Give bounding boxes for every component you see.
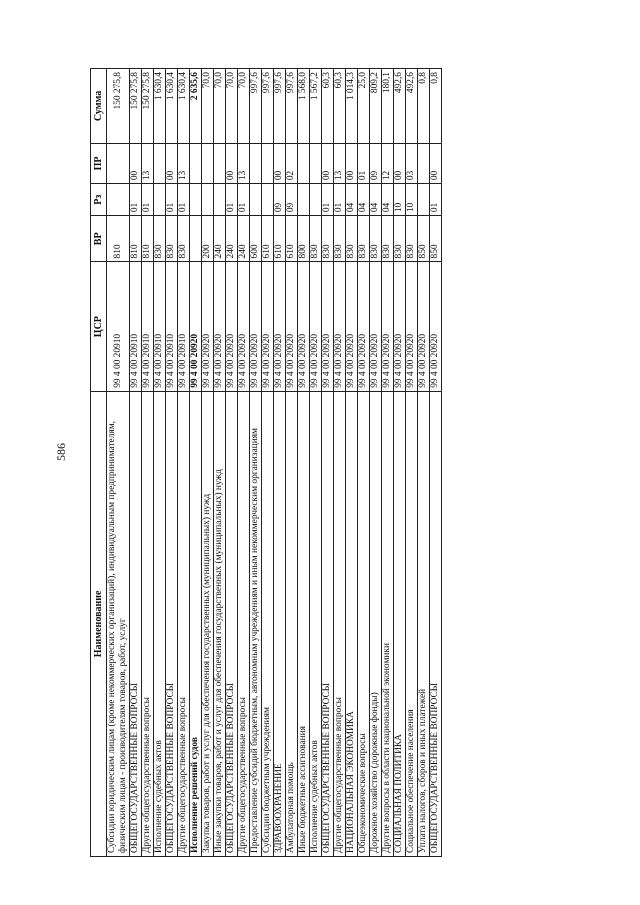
cell-vr: 240 — [214, 216, 226, 262]
cell-csr: 99 4 00 20920 — [358, 262, 370, 391]
cell-csr: 99 4 00 20920 — [274, 262, 286, 391]
cell-name: Исполнение судебных актов — [154, 391, 166, 856]
cell-sum: 1 014,3 — [346, 69, 358, 144]
cell-rz: 04 — [370, 184, 382, 216]
cell-rz: 10 — [394, 184, 406, 216]
cell-pr: 13 — [334, 143, 346, 183]
cell-name: Исполнение решений судов — [190, 391, 202, 856]
table-row — [178, 69, 190, 857]
cell-vr — [190, 216, 202, 262]
cell-vr: 610 — [274, 216, 286, 262]
cell-sum: 25,0 — [358, 69, 370, 144]
table-body — [107, 69, 442, 857]
cell-pr: 00 — [130, 143, 142, 183]
table-row — [130, 69, 142, 857]
cell-name: ОБЩЕГОСУДАРСТВЕННЫЕ ВОПРОСЫ — [322, 391, 334, 856]
cell-pr: 00 — [226, 143, 238, 183]
cell-name: ОБЩЕГОСУДАРСТВЕННЫЕ ВОПРОСЫ — [430, 391, 442, 856]
cell-pr: 02 — [286, 143, 298, 183]
cell-name: Социальное обеспечение населения — [406, 391, 418, 856]
cell-sum: 1 630,4 — [178, 69, 190, 144]
cell-pr: 13 — [178, 143, 190, 183]
cell-rz: 04 — [358, 184, 370, 216]
cell-rz — [154, 184, 166, 216]
cell-name: ОБЩЕГОСУДАРСТВЕННЫЕ ВОПРОСЫ — [130, 391, 142, 856]
cell-rz — [190, 184, 202, 216]
cell-name: Закупка товаров, работ и услуг для обеспечения государственных (муниципальных) нужд — [202, 391, 214, 856]
cell-pr: 00 — [166, 143, 178, 183]
cell-pr — [298, 143, 310, 183]
table-row — [286, 69, 298, 857]
cell-csr: 99 4 00 20920 — [370, 262, 382, 391]
cell-rz: 01 — [334, 184, 346, 216]
cell-rz: 09 — [274, 184, 286, 216]
cell-vr: 830 — [334, 216, 346, 262]
cell-rz: 01 — [178, 184, 190, 216]
cell-rz: 01 — [430, 184, 442, 216]
table-row — [226, 69, 238, 857]
table-row — [107, 69, 130, 857]
cell-csr: 99 4 00 20920 — [298, 262, 310, 391]
table-row — [202, 69, 214, 857]
cell-csr: 99 4 00 20920 — [250, 262, 262, 391]
cell-csr: 99 4 00 20910 — [142, 262, 154, 391]
cell-pr: 03 — [406, 143, 418, 183]
cell-pr: 13 — [142, 143, 154, 183]
cell-rz: 01 — [142, 184, 154, 216]
cell-rz — [202, 184, 214, 216]
cell-name: Амбулаторная помощь — [286, 391, 298, 856]
cell-name: Другие общегосударственные вопросы — [142, 391, 154, 856]
table-row — [358, 69, 370, 857]
cell-name: Уплата налогов, сборов и иных платежей — [418, 391, 430, 856]
cell-name: Другие общегосударственные вопросы — [238, 391, 250, 856]
cell-csr: 99 4 00 20910 — [166, 262, 178, 391]
cell-sum: 997,6 — [250, 69, 262, 144]
cell-pr — [202, 143, 214, 183]
cell-name: НАЦИОНАЛЬНАЯ ЭКОНОМИКА — [346, 391, 358, 856]
cell-vr: 810 — [107, 216, 130, 262]
cell-name: Иные бюджетные ассигнования — [298, 391, 310, 856]
cell-sum: 150 275,8 — [130, 69, 142, 144]
cell-sum: 0,8 — [430, 69, 442, 144]
cell-rz: 01 — [226, 184, 238, 216]
cell-csr: 99 4 00 20920 — [334, 262, 346, 391]
cell-pr — [214, 143, 226, 183]
cell-pr: 00 — [274, 143, 286, 183]
cell-sum: 70,0 — [214, 69, 226, 144]
cell-vr: 830 — [178, 216, 190, 262]
cell-sum: 1 567,2 — [310, 69, 322, 144]
cell-csr: 99 4 00 20920 — [430, 262, 442, 391]
cell-sum: 150 275,8 — [107, 69, 130, 144]
cell-name: Субсидии бюджетным учреждениям — [262, 391, 274, 856]
cell-csr: 99 4 00 20910 — [107, 262, 130, 391]
cell-csr: 99 4 00 20920 — [418, 262, 430, 391]
cell-csr: 99 4 00 20910 — [130, 262, 142, 391]
cell-csr: 99 4 00 20920 — [190, 262, 202, 391]
cell-name: СОЦИАЛЬНАЯ ПОЛИТИКА — [394, 391, 406, 856]
cell-sum: 150 275,8 — [142, 69, 154, 144]
table-row — [418, 69, 430, 857]
cell-name: Общеэкономические вопросы — [358, 391, 370, 856]
table-row — [322, 69, 334, 857]
cell-name: Дорожное хозяйство (дорожные фонды) — [370, 391, 382, 856]
table-row — [238, 69, 250, 857]
cell-sum: 492,6 — [406, 69, 418, 144]
table-row — [370, 69, 382, 857]
cell-csr: 99 4 00 20920 — [226, 262, 238, 391]
cell-rz: 04 — [382, 184, 394, 216]
table-row — [190, 69, 202, 857]
cell-vr: 830 — [358, 216, 370, 262]
cell-name: Иные закупки товаров, работ и услуг для обеспечения государственных (муниципальных) нужд — [214, 391, 226, 856]
cell-pr — [310, 143, 322, 183]
table-row — [382, 69, 394, 857]
cell-rz — [214, 184, 226, 216]
cell-vr: 830 — [346, 216, 358, 262]
cell-name: Субсидии юридическим лицам (кроме некоммерческих организаций), индивидуальным предпринимателям, физическим лицам - производителям товаров, работ, услуг — [107, 391, 130, 856]
cell-rz: 01 — [238, 184, 250, 216]
header-sum: Сумма — [91, 69, 107, 144]
rotated-page-content — [90, 68, 566, 857]
cell-csr: 99 4 00 20910 — [178, 262, 190, 391]
cell-pr: 09 — [370, 143, 382, 183]
table-row — [142, 69, 154, 857]
table-row — [274, 69, 286, 857]
cell-sum: 492,6 — [394, 69, 406, 144]
cell-vr: 810 — [130, 216, 142, 262]
cell-name: ЗДРАВООХРАНЕНИЕ — [274, 391, 286, 856]
cell-csr: 99 4 00 20920 — [382, 262, 394, 391]
cell-rz: 01 — [130, 184, 142, 216]
table-header-row — [91, 69, 107, 857]
cell-name: Предоставление субсидий бюджетным, автономным учреждениям и иным некоммерческим организациям — [250, 391, 262, 856]
cell-vr: 830 — [370, 216, 382, 262]
cell-sum: 997,6 — [262, 69, 274, 144]
cell-vr: 830 — [322, 216, 334, 262]
cell-csr: 99 4 00 20920 — [214, 262, 226, 391]
cell-sum: 70,0 — [238, 69, 250, 144]
cell-rz — [250, 184, 262, 216]
table-row — [430, 69, 442, 857]
table-row — [250, 69, 262, 857]
cell-sum: 809,2 — [370, 69, 382, 144]
cell-vr: 810 — [142, 216, 154, 262]
page-number: 586 — [54, 443, 68, 461]
cell-sum: 997,6 — [274, 69, 286, 144]
table-row — [166, 69, 178, 857]
cell-sum: 70,0 — [202, 69, 214, 144]
cell-pr — [250, 143, 262, 183]
cell-vr: 830 — [394, 216, 406, 262]
cell-csr: 99 4 00 20920 — [322, 262, 334, 391]
table-row — [334, 69, 346, 857]
cell-sum: 60,3 — [334, 69, 346, 144]
cell-sum: 1 630,4 — [166, 69, 178, 144]
cell-pr — [418, 143, 430, 183]
cell-vr: 240 — [226, 216, 238, 262]
cell-vr: 850 — [430, 216, 442, 262]
cell-sum: 2 635,6 — [190, 69, 202, 144]
cell-name: ОБЩЕГОСУДАРСТВЕННЫЕ ВОПРОСЫ — [226, 391, 238, 856]
cell-csr: 99 4 00 20920 — [346, 262, 358, 391]
cell-vr: 610 — [262, 216, 274, 262]
header-name: Наименование — [91, 391, 107, 856]
cell-vr: 200 — [202, 216, 214, 262]
cell-pr — [154, 143, 166, 183]
cell-vr: 830 — [382, 216, 394, 262]
header-vr: ВР — [91, 216, 107, 262]
cell-csr: 99 4 00 20920 — [406, 262, 418, 391]
cell-pr: 13 — [238, 143, 250, 183]
cell-vr: 830 — [154, 216, 166, 262]
table-row — [406, 69, 418, 857]
cell-vr: 800 — [298, 216, 310, 262]
cell-rz: 09 — [286, 184, 298, 216]
cell-vr: 830 — [406, 216, 418, 262]
cell-sum: 70,0 — [226, 69, 238, 144]
cell-vr: 850 — [418, 216, 430, 262]
cell-pr — [190, 143, 202, 183]
table-row — [346, 69, 358, 857]
cell-rz — [310, 184, 322, 216]
cell-name: ОБЩЕГОСУДАРСТВЕННЫЕ ВОПРОСЫ — [166, 391, 178, 856]
cell-pr: 00 — [430, 143, 442, 183]
cell-csr: 99 4 00 20920 — [238, 262, 250, 391]
cell-pr: 12 — [382, 143, 394, 183]
cell-rz: 01 — [322, 184, 334, 216]
cell-pr: 00 — [322, 143, 334, 183]
table-row — [154, 69, 166, 857]
cell-csr: 99 4 00 20920 — [202, 262, 214, 391]
cell-pr: 00 — [346, 143, 358, 183]
cell-csr: 99 4 00 20910 — [154, 262, 166, 391]
cell-rz — [298, 184, 310, 216]
header-rz: Рз — [91, 184, 107, 216]
table-row — [298, 69, 310, 857]
cell-rz — [262, 184, 274, 216]
cell-sum: 997,6 — [286, 69, 298, 144]
cell-name: Другие вопросы в области национальной экономики — [382, 391, 394, 856]
header-csr: ЦСР — [91, 262, 107, 391]
cell-vr: 610 — [286, 216, 298, 262]
cell-sum: 0,8 — [418, 69, 430, 144]
cell-sum: 1 568,0 — [298, 69, 310, 144]
cell-rz: 10 — [406, 184, 418, 216]
cell-pr — [262, 143, 274, 183]
table-row — [310, 69, 322, 857]
cell-csr: 99 4 00 20920 — [310, 262, 322, 391]
cell-name: Другие общегосударственные вопросы — [178, 391, 190, 856]
table-row — [394, 69, 406, 857]
table-row — [262, 69, 274, 857]
table-row — [214, 69, 226, 857]
cell-csr: 99 4 00 20920 — [262, 262, 274, 391]
cell-vr: 240 — [238, 216, 250, 262]
cell-sum: 180,1 — [382, 69, 394, 144]
cell-pr: 00 — [394, 143, 406, 183]
cell-name: Другие общегосударственные вопросы — [334, 391, 346, 856]
cell-rz — [418, 184, 430, 216]
cell-rz: 01 — [166, 184, 178, 216]
cell-vr: 830 — [166, 216, 178, 262]
cell-rz — [107, 184, 130, 216]
cell-vr: 600 — [250, 216, 262, 262]
header-pr: ПР — [91, 143, 107, 183]
cell-name: Исполнение судебных актов — [310, 391, 322, 856]
cell-vr: 830 — [310, 216, 322, 262]
cell-pr: 01 — [358, 143, 370, 183]
cell-pr — [107, 143, 130, 183]
cell-csr: 99 4 00 20920 — [394, 262, 406, 391]
cell-sum: 60,3 — [322, 69, 334, 144]
cell-sum: 1 630,4 — [154, 69, 166, 144]
budget-table — [90, 68, 442, 857]
cell-csr: 99 4 00 20920 — [286, 262, 298, 391]
cell-rz: 04 — [346, 184, 358, 216]
